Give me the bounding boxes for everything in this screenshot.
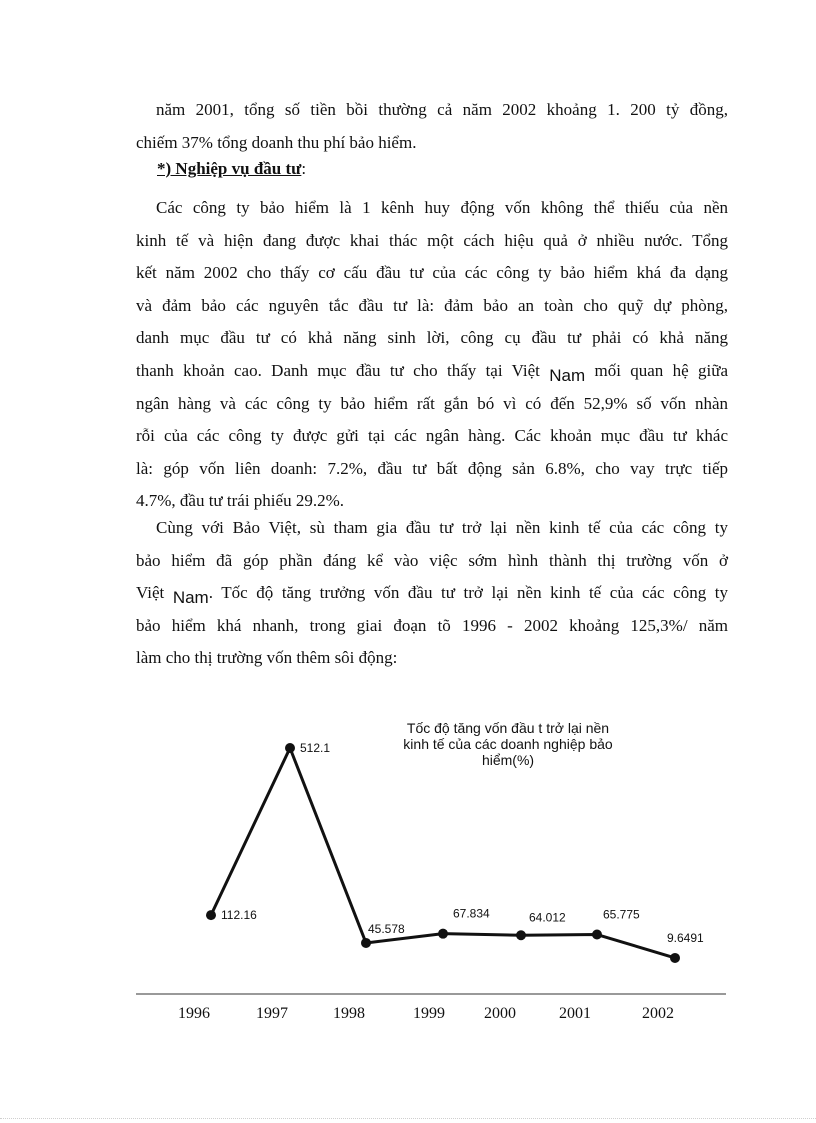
chart-title-line: Tốc độ tăng vốn đầu t trở lại nền	[406, 720, 610, 736]
data-point	[206, 910, 216, 920]
x-tick-label: 1999	[413, 1005, 445, 1022]
x-tick-label: 2002	[642, 1005, 674, 1022]
text-line: Cùng với Bảo Việt, sù tham gia đầu tư trở lại nền kinh tế của các công ty	[156, 518, 728, 537]
text-line: kinh tế và hiện đang được khai thác một cách hiệu quả ở nhiều nước. Tổng	[136, 230, 728, 250]
x-tick-label: 2000	[484, 1005, 516, 1022]
chart-marks	[178, 741, 704, 1022]
text-line: là: góp vốn liên doanh: 7.2%, đầu tư bất động sản 6.8%, cho vay trực tiếp	[136, 458, 728, 478]
data-point	[361, 938, 371, 948]
x-tick-label: 2001	[559, 1005, 591, 1022]
x-tick-label: 1996	[178, 1005, 210, 1022]
data-point	[285, 743, 295, 753]
chart-title-line: kinh tế của các doanh nghiệp bảo	[403, 736, 613, 752]
subscript-text: Nam	[172, 588, 209, 608]
data-label: 512.1	[300, 741, 331, 755]
text-fragment: . Tốc độ tăng trưởng vốn đầu tư trở lại nền kinh tế của các công ty	[208, 583, 728, 603]
text-fragment: thanh khoản cao. Danh mục đầu tư cho thấy tại Việt	[136, 360, 540, 380]
text-line: kết năm 2002 cho thấy cơ cấu đầu tư của các công ty bảo hiểm khá đa dạng	[136, 263, 728, 283]
text-line: Các công ty bảo hiểm là 1 kênh huy động vốn không thể thiếu của nền	[156, 198, 728, 217]
subscript-text: Nam	[549, 365, 586, 385]
text-line: rỗi của các công ty được gửi tại các ngân hàng. Các khoản mục đầu tư khác	[136, 426, 728, 446]
x-tick-label: 1998	[333, 1005, 365, 1022]
text-line: ngân hàng và các công ty bảo hiểm rất gắn bó vì có đến 52,9% số vốn nhàn	[136, 393, 728, 413]
chart-title-line: hiểm(%)	[481, 752, 535, 768]
data-label: 9.6491	[667, 930, 704, 945]
text-fragment: Việt	[136, 583, 165, 603]
page-footer-divider	[0, 1118, 816, 1119]
data-label: 67.834	[453, 906, 490, 921]
text-line: làm cho thị trường vốn thêm sôi động:	[136, 648, 398, 668]
text-line: và đảm bảo các nguyên tắc đầu tư là: đảm bảo an toàn cho quỹ dự phòng,	[136, 295, 728, 315]
series-line	[211, 748, 675, 958]
data-point	[516, 930, 526, 940]
text-line: danh mục đầu tư có khả năng sinh lời, công cụ đầu tư phải có khả năng	[136, 328, 728, 348]
text-line: bảo hiểm đã góp phần đáng kể vào việc sớm hình thành thị trường vốn ở	[136, 550, 728, 570]
text-line: chiếm 37% tổng doanh thu phí bảo hiểm.	[136, 132, 417, 152]
text-fragment: mối quan hệ giữa	[594, 360, 729, 380]
data-point	[592, 930, 602, 940]
x-tick-label: 1997	[256, 1005, 288, 1022]
data-label: 65.775	[603, 907, 640, 922]
data-point	[670, 953, 680, 963]
text-line: năm 2001, tổng số tiền bồi thường cả năm 2002 khoảng 1. 200 tỷ đồng,	[156, 100, 728, 119]
text-line: bảo hiểm khá nhanh, trong giai đoạn tõ 1996 - 2002 khoảng 125,3%/ năm	[136, 615, 728, 635]
text-line: 4.7%, đầu tư trái phiếu 29.2%.	[136, 491, 344, 511]
data-point	[438, 929, 448, 939]
data-label: 64.012	[529, 910, 566, 925]
data-label: 45.578	[368, 921, 405, 936]
section-heading-suffix: :	[301, 159, 307, 178]
data-label: 112.16	[221, 908, 257, 923]
section-heading-text: *) Nghiệp vụ đầu tư	[157, 159, 302, 178]
